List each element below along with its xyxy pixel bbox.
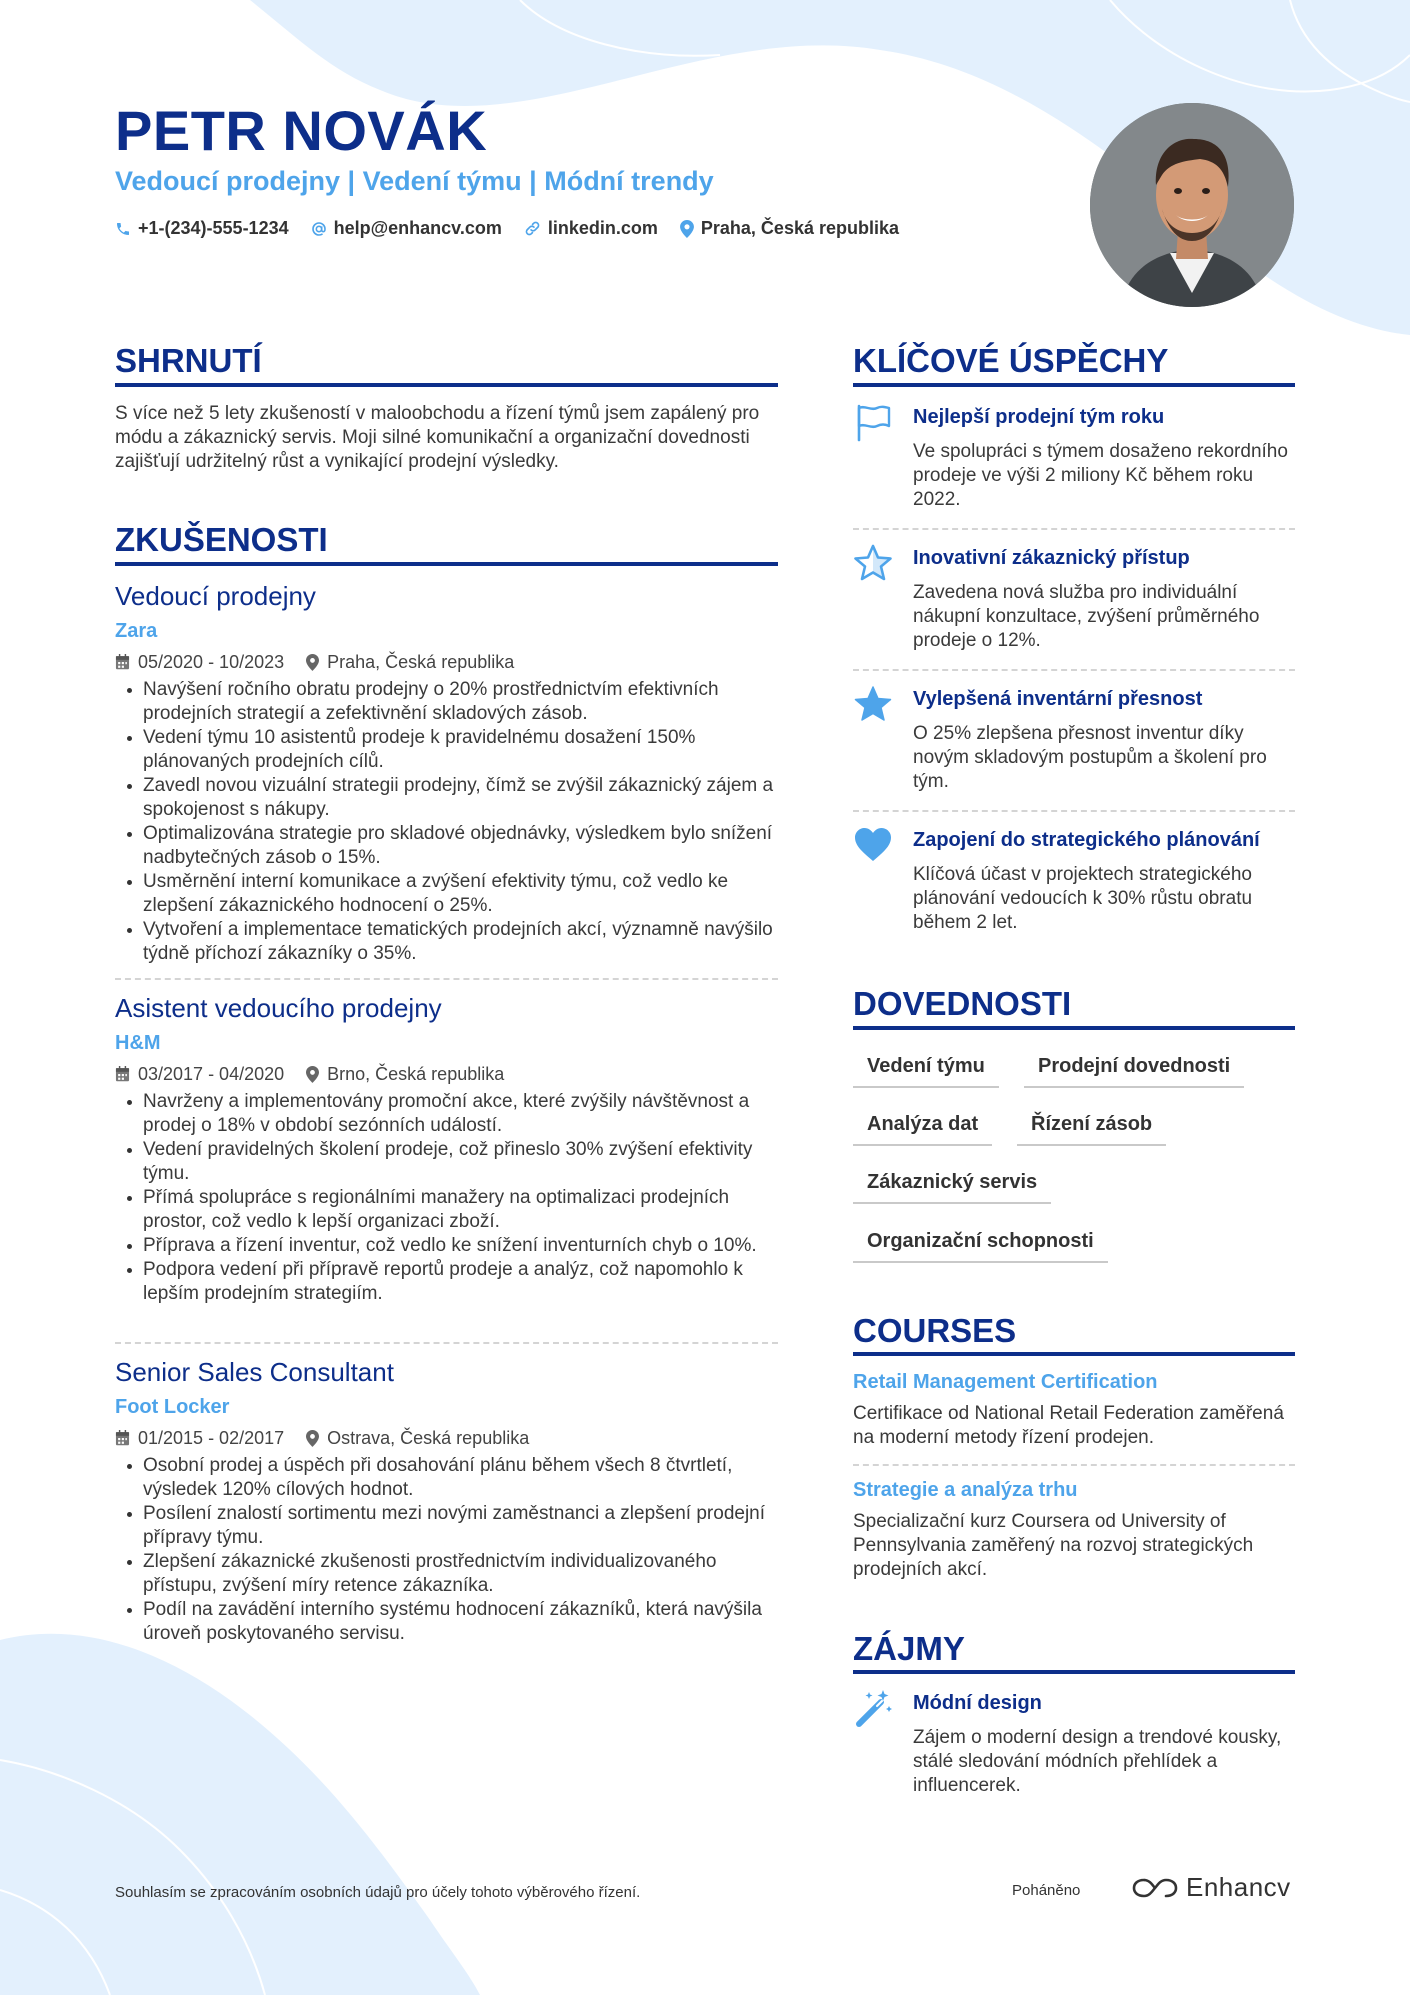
achievement-item: [853, 684, 1295, 804]
job-bullet: Zlepšení zákaznické zkušenosti prostřednictvím individualizovaného přístupu, zvýšení míry retence zákazníka.: [115, 1550, 778, 1598]
job-entry: [115, 992, 778, 1306]
consent-note: Souhlasím se zpracováním osobních údajů pro účely tohoto výběrového řízení.: [115, 1884, 641, 1901]
job-location-text: Brno, Česká republika: [327, 1064, 505, 1084]
job-company: Zara: [115, 620, 158, 642]
summary-title: SHRNUTÍ: [115, 342, 262, 379]
achievement-item: [853, 825, 1295, 945]
interest-title: Módní design: [913, 1692, 1042, 1714]
magic-wand-icon: [853, 1688, 893, 1728]
star-outline-icon: [853, 543, 893, 583]
job-location: [306, 650, 514, 674]
experience-rule: [115, 562, 778, 566]
location-pin-icon: [306, 1066, 319, 1083]
job-bullet: Zavedl novou vizuální strategii prodejny, čímž se zvýšil zákaznický zájem a spokojenost s nákupy.: [115, 774, 778, 822]
flag-icon: [853, 402, 893, 442]
achievement-text: Klíčová účast v projektech strategického plánování vedoucích k 30% růstu obratu během 2 let.: [913, 864, 1253, 933]
job-dates-text: 03/2017 - 04/2020: [138, 1064, 285, 1084]
course-text: Certifikace od National Retail Federation zaměřená na moderní metody řízení prodejen.: [853, 1403, 1284, 1448]
job-divider: [115, 978, 778, 980]
infinity-logo-icon: [1132, 1876, 1178, 1900]
job-bullet: Vytvoření a implementace tematických prodejních akcí, významně navýšilo týdně příchozí zákazníky o 35%.: [115, 918, 778, 966]
calendar-icon: [115, 654, 130, 670]
job-dates: [115, 1062, 284, 1086]
interests-rule: [853, 1670, 1295, 1674]
job-dates-text: 01/2015 - 02/2017: [138, 1428, 285, 1448]
job-company: Foot Locker: [115, 1396, 230, 1418]
skill-tag: Zákaznický servis: [853, 1164, 1051, 1204]
achievement-divider: [853, 810, 1295, 812]
job-title: Vedoucí prodejny: [115, 581, 316, 611]
job-location: [306, 1426, 529, 1450]
skill-tag: Vedení týmu: [853, 1048, 999, 1088]
job-meta: [115, 650, 778, 674]
calendar-icon: [115, 1430, 130, 1446]
candidate-tagline: Vedoucí prodejny | Vedení týmu | Módní trendy: [115, 166, 714, 196]
achievement-item: [853, 543, 1295, 663]
job-location: [306, 1062, 504, 1086]
interest-text: Zájem o moderní design a trendové kousky, stálé sledování módních přehlídek a influencerek.: [913, 1727, 1282, 1796]
achievement-item: [853, 402, 1295, 522]
summary-rule: [115, 383, 778, 387]
job-dates-text: 05/2020 - 10/2023: [138, 652, 285, 672]
skill-tag: Prodejní dovednosti: [1024, 1048, 1244, 1088]
location-pin-icon: [306, 1430, 319, 1447]
job-bullet: Přímá spolupráce s regionálními manažery na optimalizaci prodejních prostor, což vedlo k lepší organizaci zboží.: [115, 1186, 778, 1234]
link-icon: [524, 220, 541, 237]
job-location-text: Ostrava, Česká republika: [327, 1428, 530, 1448]
achievements-rule: [853, 383, 1295, 387]
candidate-name: PETR NOVÁK: [115, 99, 488, 162]
contact-email[interactable]: [311, 218, 502, 239]
contact-linkedin[interactable]: [524, 218, 658, 239]
job-divider: [115, 1342, 778, 1344]
achievement-title: Vylepšená inventární přesnost: [913, 688, 1203, 710]
heart-icon: [853, 825, 893, 865]
job-bullet: Vedení pravidelných školení prodeje, což přineslo 30% zvýšení efektivity týmu.: [115, 1138, 778, 1186]
phone-icon: [115, 221, 131, 237]
job-bullets: [115, 1090, 778, 1306]
skill-tag: Analýza dat: [853, 1106, 992, 1146]
achievement-divider: [853, 669, 1295, 671]
powered-by-label: Poháněno: [1012, 1882, 1081, 1899]
achievement-title: Zapojení do strategického plánování: [913, 829, 1260, 851]
job-bullet: Podpora vedení při přípravě reportů prodeje a analýz, což napomohlo k lepším prodejním strategiím.: [115, 1258, 778, 1306]
location-pin-icon: [680, 220, 694, 238]
job-entry: [115, 1356, 778, 1646]
achievement-title: Inovativní zákaznický přístup: [913, 547, 1190, 569]
location-text: Praha, Česká republika: [700, 218, 900, 238]
summary-text: S více než 5 lety zkušeností v maloobchodu a řízení týmů jsem zapálený pro módu a zákaznický servis. Moji silné komunikační a organizační dovednosti zajišťují udržitelný růst a vynikající prodejní výsledky.: [115, 403, 760, 472]
job-bullets: [115, 678, 778, 966]
brand-logo[interactable]: [1132, 1872, 1291, 1903]
experience-title: ZKUŠENOSTI: [115, 521, 328, 558]
achievement-text: Ve spolupráci s týmem dosaženo rekordního prodeje ve výši 2 miliony Kč během roku 2022.: [913, 441, 1288, 510]
courses-rule: [853, 1352, 1295, 1356]
job-meta: [115, 1062, 778, 1086]
job-company: H&M: [115, 1032, 161, 1054]
job-bullet: Posílení znalostí sortimentu mezi novými zaměstnanci a zlepšení prodejní přípravy týmu.: [115, 1502, 778, 1550]
job-location-text: Praha, Česká republika: [327, 652, 515, 672]
course-title: Strategie a analýza trhu: [853, 1479, 1078, 1501]
job-bullet: Vedení týmu 10 asistentů prodeje k pravidelnému dosažení 150% plánovaných prodejních cílů.: [115, 726, 778, 774]
phone-text: +1-(234)-555-1234: [138, 218, 289, 238]
contact-phone[interactable]: [115, 218, 289, 239]
job-bullet: Osobní prodej a úspěch při dosahování plánu během všech 8 čtvrtletí, výsledek 120% cílových hodnot.: [115, 1454, 778, 1502]
job-title: Asistent vedoucího prodejny: [115, 993, 442, 1023]
course-title: Retail Management Certification: [853, 1371, 1158, 1393]
interests-title: ZÁJMY: [853, 1630, 965, 1667]
interest-item: [853, 1688, 1295, 1808]
job-bullet: Navrženy a implementovány promoční akce, které zvýšily návštěvnost a prodej o 18% v období sezónních událostí.: [115, 1090, 778, 1138]
profile-photo: [1090, 103, 1294, 307]
job-dates: [115, 650, 284, 674]
skills-title: DOVEDNOSTI: [853, 985, 1072, 1022]
job-entry: [115, 580, 778, 966]
star-filled-icon: [853, 684, 893, 724]
email-text: help@enhancv.com: [333, 218, 502, 238]
job-dates: [115, 1426, 284, 1450]
job-meta: [115, 1426, 778, 1450]
achievement-title: Nejlepší prodejní tým roku: [913, 406, 1165, 428]
achievement-divider: [853, 528, 1295, 530]
job-title: Senior Sales Consultant: [115, 1357, 394, 1387]
job-bullet: Podíl na zavádění interního systému hodnocení zákazníků, která navýšila úroveň poskytovaného servisu.: [115, 1598, 778, 1646]
at-icon: [311, 221, 327, 237]
linkedin-text: linkedin.com: [547, 218, 658, 238]
contact-location: [680, 218, 899, 239]
achievement-text: Zavedena nová služba pro individuální nákupní konzultace, zvýšení průměrného prodeje o 12%.: [913, 582, 1260, 651]
location-pin-icon: [306, 654, 319, 671]
job-bullets: [115, 1454, 778, 1646]
skills-rule: [853, 1026, 1295, 1030]
job-bullet: Příprava a řízení inventur, což vedlo ke snížení inventurních chyb o 10%.: [115, 1234, 778, 1258]
achievements-title: KLÍČOVÉ ÚSPĚCHY: [853, 342, 1169, 379]
skill-tag: Organizační schopnosti: [853, 1223, 1108, 1263]
course-text: Specializační kurz Coursera od University of Pennsylvania zaměřený na rozvoj strategických prodejních akcí.: [853, 1511, 1254, 1580]
job-bullet: Navýšení ročního obratu prodejny o 20% prostřednictvím efektivních prodejních strategií a zefektivnění skladových zásob.: [115, 678, 778, 726]
course-divider: [853, 1464, 1295, 1466]
achievement-text: O 25% zlepšena přesnost inventur díky novým skladovým postupům a školení pro tým.: [913, 723, 1267, 792]
job-bullet: Optimalizována strategie pro skladové objednávky, výsledkem bylo snížení nadbytečných zásob o 15%.: [115, 822, 778, 870]
job-bullet: Usměrnění interní komunikace a zvýšení efektivity týmu, což vedlo ke zlepšení zákaznického hodnocení o 25%.: [115, 870, 778, 918]
brand-name: Enhancv: [1186, 1872, 1291, 1902]
courses-title: COURSES: [853, 1312, 1017, 1349]
calendar-icon: [115, 1066, 130, 1082]
contact-bar: [115, 218, 921, 239]
skill-tag: Řízení zásob: [1017, 1106, 1166, 1146]
